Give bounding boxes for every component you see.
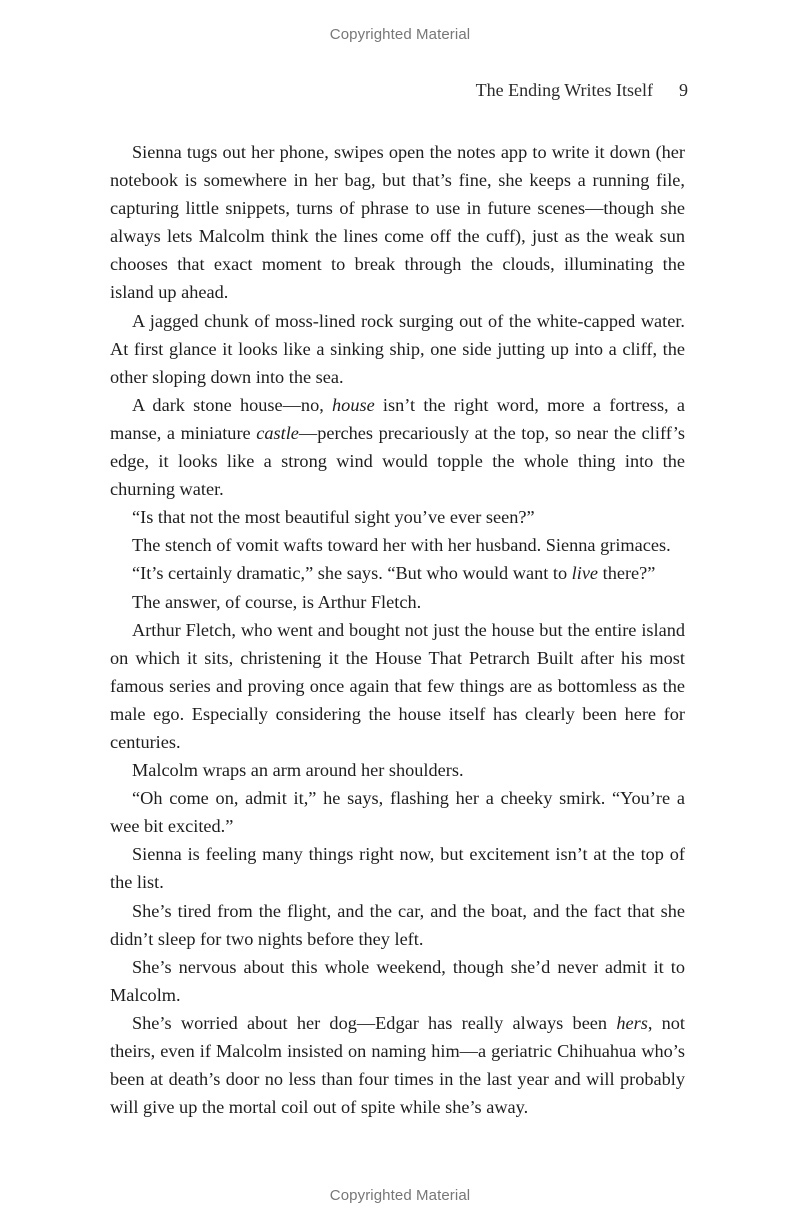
text-run: “Is that not the most beautiful sight you’ve ever seen?” <box>132 507 535 528</box>
copyright-watermark-top: Copyrighted Material <box>329 26 471 43</box>
text-run: She’s tired from the flight, and the car, and the boat, and the fact that she didn’t sleep for two nights before they left. <box>110 900 685 949</box>
paragraph-11 <box>110 840 685 896</box>
paragraph-6 <box>110 559 685 587</box>
italic-text: castle <box>256 422 299 443</box>
text-run: isn’t the right word, more a fortress, a manse, a miniature <box>110 394 685 443</box>
paragraph-13 <box>110 953 685 1009</box>
italic-text: live <box>571 563 599 584</box>
paragraph-3 <box>110 391 685 503</box>
paragraph-2 <box>110 307 685 391</box>
text-run: A dark stone house—no, <box>132 394 333 415</box>
copyright-watermark-bottom: Copyrighted Material <box>329 1187 471 1204</box>
paragraph-12 <box>110 897 685 953</box>
text-run: “It’s certainly dramatic,” she says. “But who would want to <box>132 563 572 584</box>
text-run: She’s nervous about this whole weekend, though she’d never admit it to Malcolm. <box>110 956 685 1005</box>
text-run: —perches precariously at the top, so near the cliff’s edge, it looks like a strong wind would topple the whole thing into the churning water. <box>110 422 685 500</box>
text-run: She’s worried about her dog—Edgar has really always been <box>132 1012 617 1033</box>
text-run: , not theirs, even if Malcolm insisted on naming him—a geriatric Chihuahua who’s been at death’s door no less than four times in the last year and will probably will give up the mortal coil out of spite while she’s away. <box>110 1012 685 1118</box>
page-number: 9 <box>679 80 688 100</box>
paragraph-1 <box>110 138 685 307</box>
paragraph-9 <box>110 756 685 784</box>
running-head-title: The Ending Writes Itself <box>475 80 653 100</box>
paragraph-8 <box>110 616 685 756</box>
paragraph-4 <box>110 503 685 531</box>
text-run: The answer, of course, is Arthur Fletch. <box>132 591 422 612</box>
text-run: The stench of vomit wafts toward her with her husband. Sienna grimaces. <box>132 535 671 556</box>
text-run: A jagged chunk of moss-lined rock surging out of the white-capped water. At first glance it looks like a sinking ship, one side jutting up into a cliff, the other sloping down into the sea. <box>110 310 685 387</box>
text-run: Sienna is feeling many things right now, but excitement isn’t at the top of the list. <box>110 844 685 893</box>
paragraph-5 <box>110 531 685 559</box>
paragraph-14 <box>110 1009 685 1121</box>
text-run: Arthur Fletch, who went and bought not just the house but the entire island on which it sits, christening it the House That Petrarch Built after his most famous series and proving once again that few things are as bottomless as the male ego. Especially considering the house itself has clearly been here for centuries. <box>110 619 685 752</box>
italic-text: hers <box>616 1012 648 1033</box>
text-run: Malcolm wraps an arm around her shoulders. <box>132 760 464 781</box>
paragraph-10 <box>110 784 685 840</box>
text-run: Sienna tugs out her phone, swipes open the notes app to write it down (her notebook is somewhere in her bag, but that’s fine, she keeps a running file, capturing little snippets, turns of phrase to use in future scenes—though she always lets Malcolm think the lines come off the cuff), just as the weak sun chooses that exact moment to break through the clouds, illuminating the island up ahead. <box>110 142 685 303</box>
italic-text: house <box>332 394 375 415</box>
text-run: “Oh come on, admit it,” he says, flashing her a cheeky smirk. “You’re a wee bit excited.” <box>110 788 685 837</box>
running-head <box>476 80 688 101</box>
body-text <box>110 138 685 1121</box>
paragraph-7 <box>110 588 685 616</box>
text-run: there?” <box>598 563 656 584</box>
